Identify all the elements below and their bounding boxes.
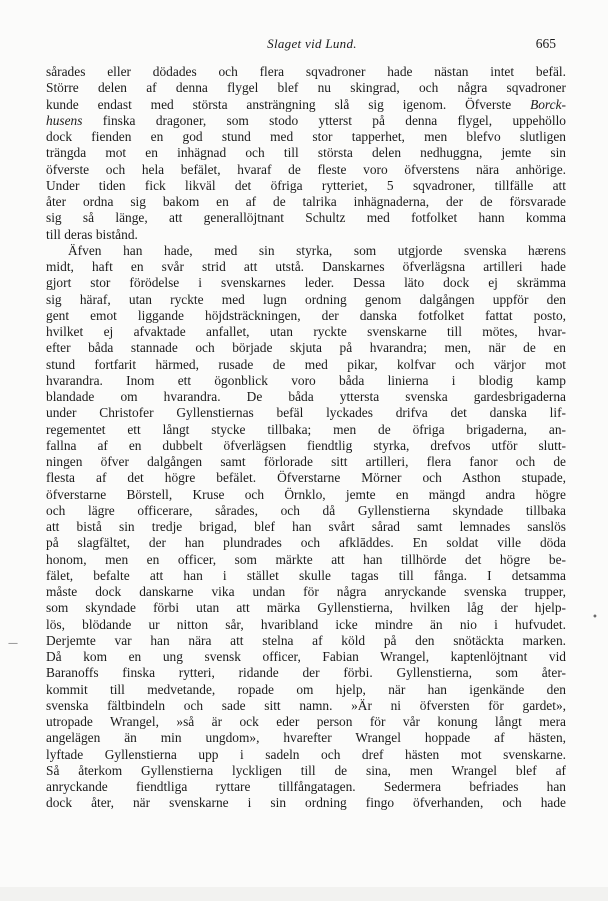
text-line: åter ordna sig bakom en af de talrika inhägnaderna, der de försvarade [46,194,566,209]
text-line: Derjemte var han nära att stelna af köld på den snötäckta marken. [46,632,566,648]
text-line: svenska fältbindeln och sade sitt namn. »Är ni öfversten för gardet», [46,697,566,713]
text-line: hvilket ej afvaktade anfallet, utan ryckte svenskarne till mötes, hvar- [46,324,566,339]
text-line: dock åter, när svenskarne i sin ordning fingo öfverhanden, och hade [46,795,566,811]
text-line: stund fortfarit härmed, rusade de med pikar, kolfvar och värjor mot [46,356,566,372]
text-line: fallna af en dubbelt öfverlägsen fiendtlig styrka, drefvos utför slutt- [46,437,566,453]
text-line: utropade Wrangel, »så är ock eder person för vår konung långt mera [46,714,566,729]
text-line: öfverste och hela befälet, hvaraf de fleste voro öfverstens nära anhörige. [46,161,566,177]
text-line: anryckande fiendtliga ryttare tillfångatagen. Sedermera befriades han [46,779,566,794]
text-line: Då kom en ung svensk officer, Fabian Wrangel, kaptenlöjtnant vid [46,649,566,664]
text-line: gjort stor förödelse i svenskarnes leder. Dessa läto dock ej skrämma [46,275,566,291]
running-head [68,36,556,56]
text-line: Större delen af denna flygel blef nu skingrad, och några sqvadroner [46,80,566,96]
text-line: Under tiden fick likväl det öfriga rytteriet, 5 sqvadroner, tillfälle att [46,177,566,193]
text-line: lös, blödande ur nitton sår, hvaribland icke mindre än nio i hufvudet. [46,616,566,632]
text-line: efter båda stannade och började skjuta på hvarandra; men, när de en [46,340,566,356]
page-bottom-edge [0,887,608,901]
text-line: att bistå sin tredje brigad, blef han svårt sårad samt lemnades sanslös [46,519,566,534]
text-line: Så återkom Gyllenstierna lyckligen till de sina, men Wrangel blef af [46,762,566,778]
text-line: öfverstarne Börstell, Kruse och Örnklo, jemte en mängd andra högre [46,486,566,502]
text-line: sig häraf, utan ryckte med lugn ordning genom dalgången uppför den [46,291,566,307]
text-line: lyftade Gyllenstierna upp i sadeln och dref hästen mot svenskarne. [46,746,566,762]
italic-name-segment: Borck- [530,96,566,112]
page-number: 665 [535,36,556,51]
right-margin-mark: • [592,612,598,623]
text-line: midt, haft en svår strid att utstå. Danskarnes öfverlägsna artilleri hade [46,259,566,274]
text-line: måste dock danskarne vika undan för några anryckande svenska trupper, [46,584,566,599]
text-segment: kunde endast med största ansträngning slå sig igenom. Öfverste [46,96,531,112]
text-line: dock fienden en god stund med stor tapperhet, men blefvo slutligen [46,129,566,144]
text-line: flesta af det högre befälet. Öfverstarne Mörner och Asthon stupade, [46,470,566,486]
body-text [46,64,566,812]
running-title: Slaget vid Lund. [267,36,357,51]
text-line: angelägen än min ungdom», hvarefter Wrangel hoppade af hästen, [46,730,566,746]
text-line: sårades eller dödades och flera sqvadroner hade nästan intet befäl. [46,64,566,79]
text-line: till deras bistånd. [46,226,138,242]
text-line: Äfven han hade, med sin styrka, som utgjorde svenska hærens [68,242,566,258]
text-line: trängda mot en inhägnad och till största delen nedhuggna, jemte sin [46,145,566,161]
left-margin-mark: — [8,638,18,649]
text-line: ningen öfver dalgången samt förlorade sitt artilleri, flera fanor och de [46,454,566,469]
text-line: regementet ett långt stycke tillbaka; men de öfriga brigaderna, an- [46,421,566,437]
text-line: och lägre officerare, sårades, och då Gyllenstierna skyndade tillbaka [46,502,566,518]
text-line: gent emot liggande höjdsträckningen, der danska fotfolket fattat posto, [46,307,566,323]
text-line: honom, men en officer, som märkte att han tillhörde det högre be- [46,551,566,567]
text-line: under Christofer Gyllenstiernas befäl lyckades drifva det danska lif- [46,405,566,421]
italic-name-segment: husens [46,112,83,128]
text-line: sig så länge, att generallöjtnant Schultz med fotfolket hann komma [46,210,566,226]
text-line [46,97,566,113]
text-line: fälet, befalte att han i stället skulle tagas till fånga. I detsamma [46,567,566,583]
text-line: som skyndade förbi utan att märka Gyllenstierna, hvilken låg der hjelp- [46,600,566,616]
text-line: blandade om hvarandra. De båda yttersta svenska gardesbrigaderna [46,389,566,404]
text-segment: finska dragoner, som stodo ytterst på denna flygel, uppehöllo [82,112,566,128]
text-line: på slagfältet, der han plundrades och afklāddes. En soldat ville döda [46,535,566,551]
text-line [46,113,566,129]
text-line: hvarandra. Inom ett ögonblick voro båda linierna i blodig kamp [46,372,566,388]
text-line: kommit till medvetande, ropade om hjelp, när han igenkände den [46,681,566,697]
text-line: Baranoffs finska rytteri, ridande der förbi. Gyllenstierna, som åter- [46,665,566,681]
